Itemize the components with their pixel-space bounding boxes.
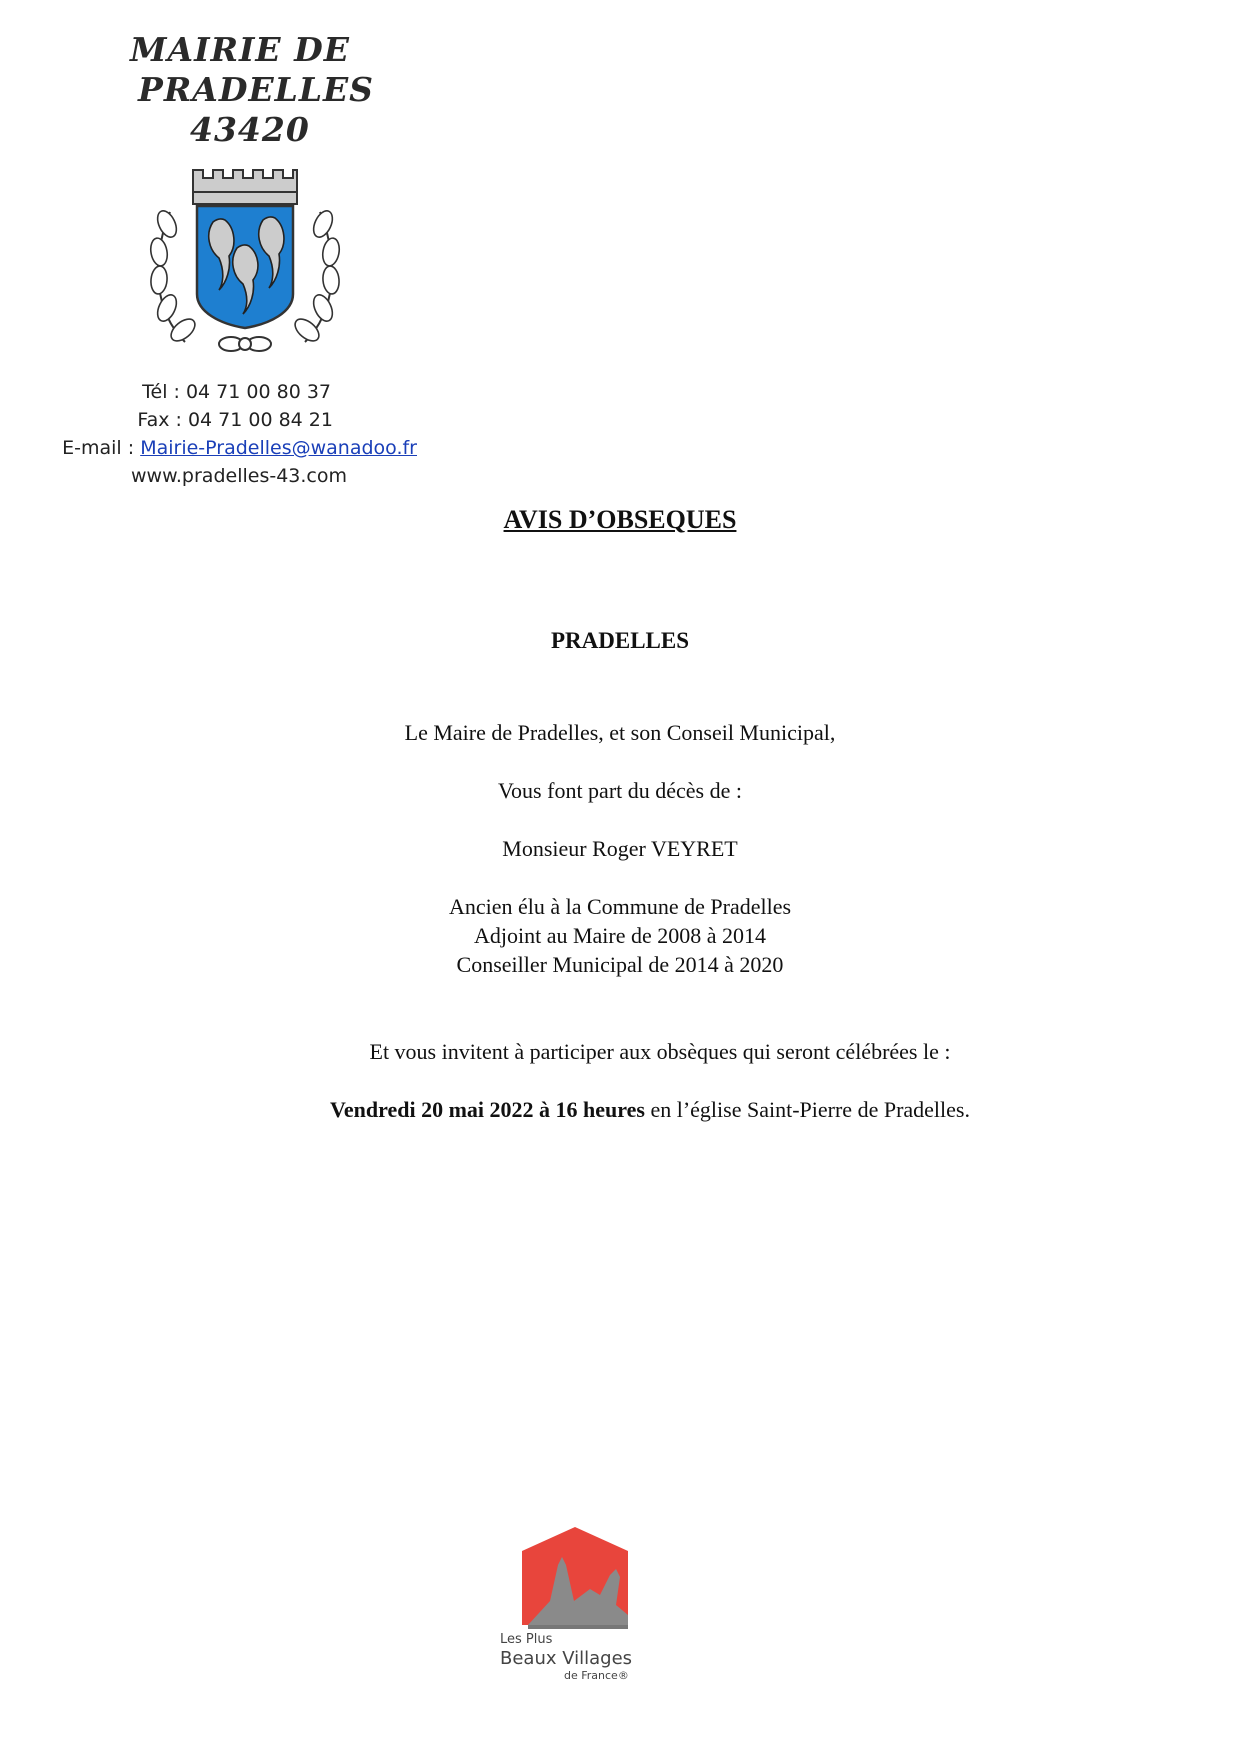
invitation-line: Et vous invitent à participer aux obsèques qui seront célébrées le : [369,1039,951,1064]
role-line-1: Ancien élu à la Commune de Pradelles [448,894,792,919]
announce-line: Vous font part du décès de : [498,778,742,803]
date-location: en l’église Saint-Pierre de Pradelles. [644,1097,970,1122]
intro-line: Le Maire de Pradelles, et son Conseil Municipal, [404,720,836,745]
logo-caption-line2: Beaux Villages [500,1648,633,1669]
website-link[interactable]: www.pradelles-43.com [131,465,347,487]
date-bold: Vendredi 20 mai 2022 à 16 heures [330,1097,645,1122]
email-label: E-mail : [62,437,141,459]
notice-heading: AVIS D’OBSEQUES [503,505,737,534]
date-line [270,1095,1030,1124]
notice-place: PRADELLES [550,628,690,653]
mairie-title [130,30,390,150]
contact-block [0,378,430,490]
logo-caption [500,1632,650,1682]
fax-number: Fax : 04 71 00 84 21 [137,409,333,431]
coat-of-arms-icon [145,162,345,362]
role-line-3: Conseiller Municipal de 2014 à 2020 [456,952,784,977]
deceased-name: Monsieur Roger VEYRET [502,836,738,861]
role-line-2: Adjoint au Maire de 2008 à 2014 [473,923,767,948]
logo-caption-line1: Les Plus [500,1632,553,1647]
email-line [0,434,430,462]
phone-number: Tél : 04 71 00 80 37 [142,381,331,403]
logo-caption-line3: de France® [564,1669,629,1682]
mairie-title-line2: PRADELLES [138,70,375,109]
mairie-title-line1: MAIRIE DE [130,30,350,69]
email-link[interactable]: Mairie-Pradelles@wanadoo.fr [140,437,417,459]
mairie-postcode: 43420 [190,110,310,149]
